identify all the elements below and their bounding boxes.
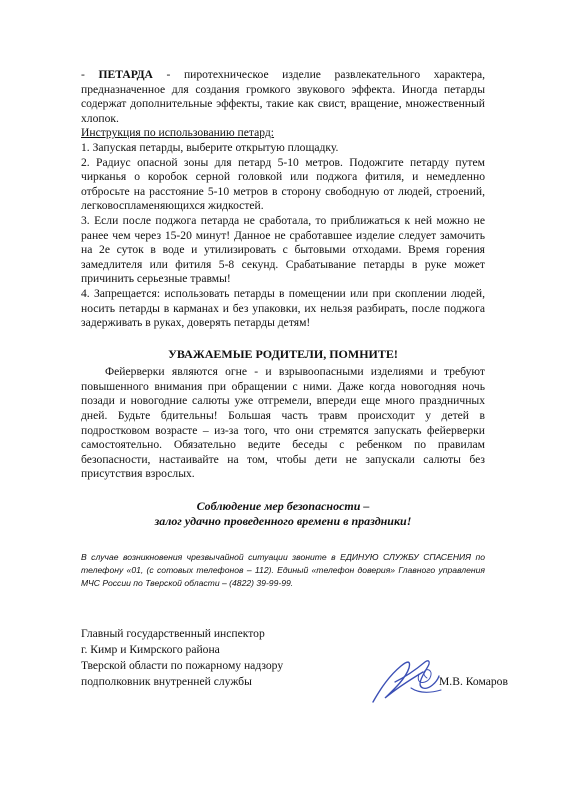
parents-heading: УВАЖАЕМЫЕ РОДИТЕЛИ, ПОМНИТЕ! [168, 346, 398, 361]
instructions-heading: Инструкция по использованию петард: [81, 126, 275, 140]
emergency-contacts: В случае возникновения чрезвычайной ситуации звоните в ЕДИНУЮ СЛУЖБУ СПАСЕНИЯ по телефону «01, (с сотовых телефонов – 112). Единый «телефон доверия» Главного управления МЧС России по Тверской области – (4822) 39-99-99. [81, 552, 485, 589]
safety-slogan [81, 499, 485, 529]
signature-title-line-3: Тверской области по пожарному надзору [81, 659, 284, 672]
instruction-item-2: 2. Радиус опасной зоны для петард 5-10 метров. Подожгите петарду путем чирканья о коробок серной головкой или поджога фитиля, и немедленно отбросьте на расстояние 5-10 метров в сторону свободную от людей, строений, легковоспламеняющихся жидкостей. [81, 155, 485, 213]
parents-paragraph: Фейерверки являются огне - и взрывоопасными изделиями и требуют повышенного внимания при обращении с ними. Даже когда новогодняя ночь позади и новогодние салюты уже отгремели, впереди еще много праздничных дней. Будьте бдительны! Большая часть травм происходит у детей в подростковом возрасте – из-за того, что они стремятся запускать фейерверки самостоятельно. Обязательно ведите беседы с ребенком по правилам безопасности, настаивайте на том, чтобы дети не запускали салюты без присутствия взрослых. [81, 365, 485, 481]
definition-dash: - [81, 68, 99, 81]
signature-title-line-1: Главный государственный инспектор [81, 627, 265, 640]
signature-title-line-2: г. Кимр и Кимрского района [81, 643, 220, 656]
slogan-line-1: Соблюдение мер безопасности – [196, 499, 370, 514]
definition-text: - пиротехническое изделие развлекательного характера, предназначенное для создания громкого звукового эффекта. Иногда петарды содержат дополнительные эффекты, такие как свист, вращение, множественный хлопок. [81, 68, 485, 125]
definition-term: ПЕТАРДА [98, 68, 153, 81]
signature-block [81, 626, 508, 690]
signature-name: М.В. Комаров [439, 675, 508, 688]
slogan-line-2: залог удачно проведенного времени в праздники! [154, 514, 412, 529]
signature-title-line-4: подполковник внутренней службы [81, 675, 252, 688]
handwritten-signature [367, 648, 447, 712]
instruction-item-3: 3. Если после поджога петарда не сработала, то приближаться к ней можно не ранее чем через 15-20 минут! Данное не сработавшее изделие следует замочить на 2е суток в воде и утилизировать с бытовыми отходами. Время горения замедлителя или фитиля 5-8 секунд. Срабатывание петарды в руке может причинить серьезные травмы! [81, 213, 485, 286]
instruction-item-4: 4. Запрещается: использовать петарды в помещении или при скоплении людей, носить петарды в карманах и без упаковки, их нельзя разбирать, после поджога задерживать в руках, доверять петарды детям! [81, 286, 485, 330]
instruction-item-1: 1. Запуская петарды, выберите открытую площадку. [81, 140, 339, 154]
document-body [81, 68, 485, 591]
definition-paragraph [81, 68, 485, 126]
